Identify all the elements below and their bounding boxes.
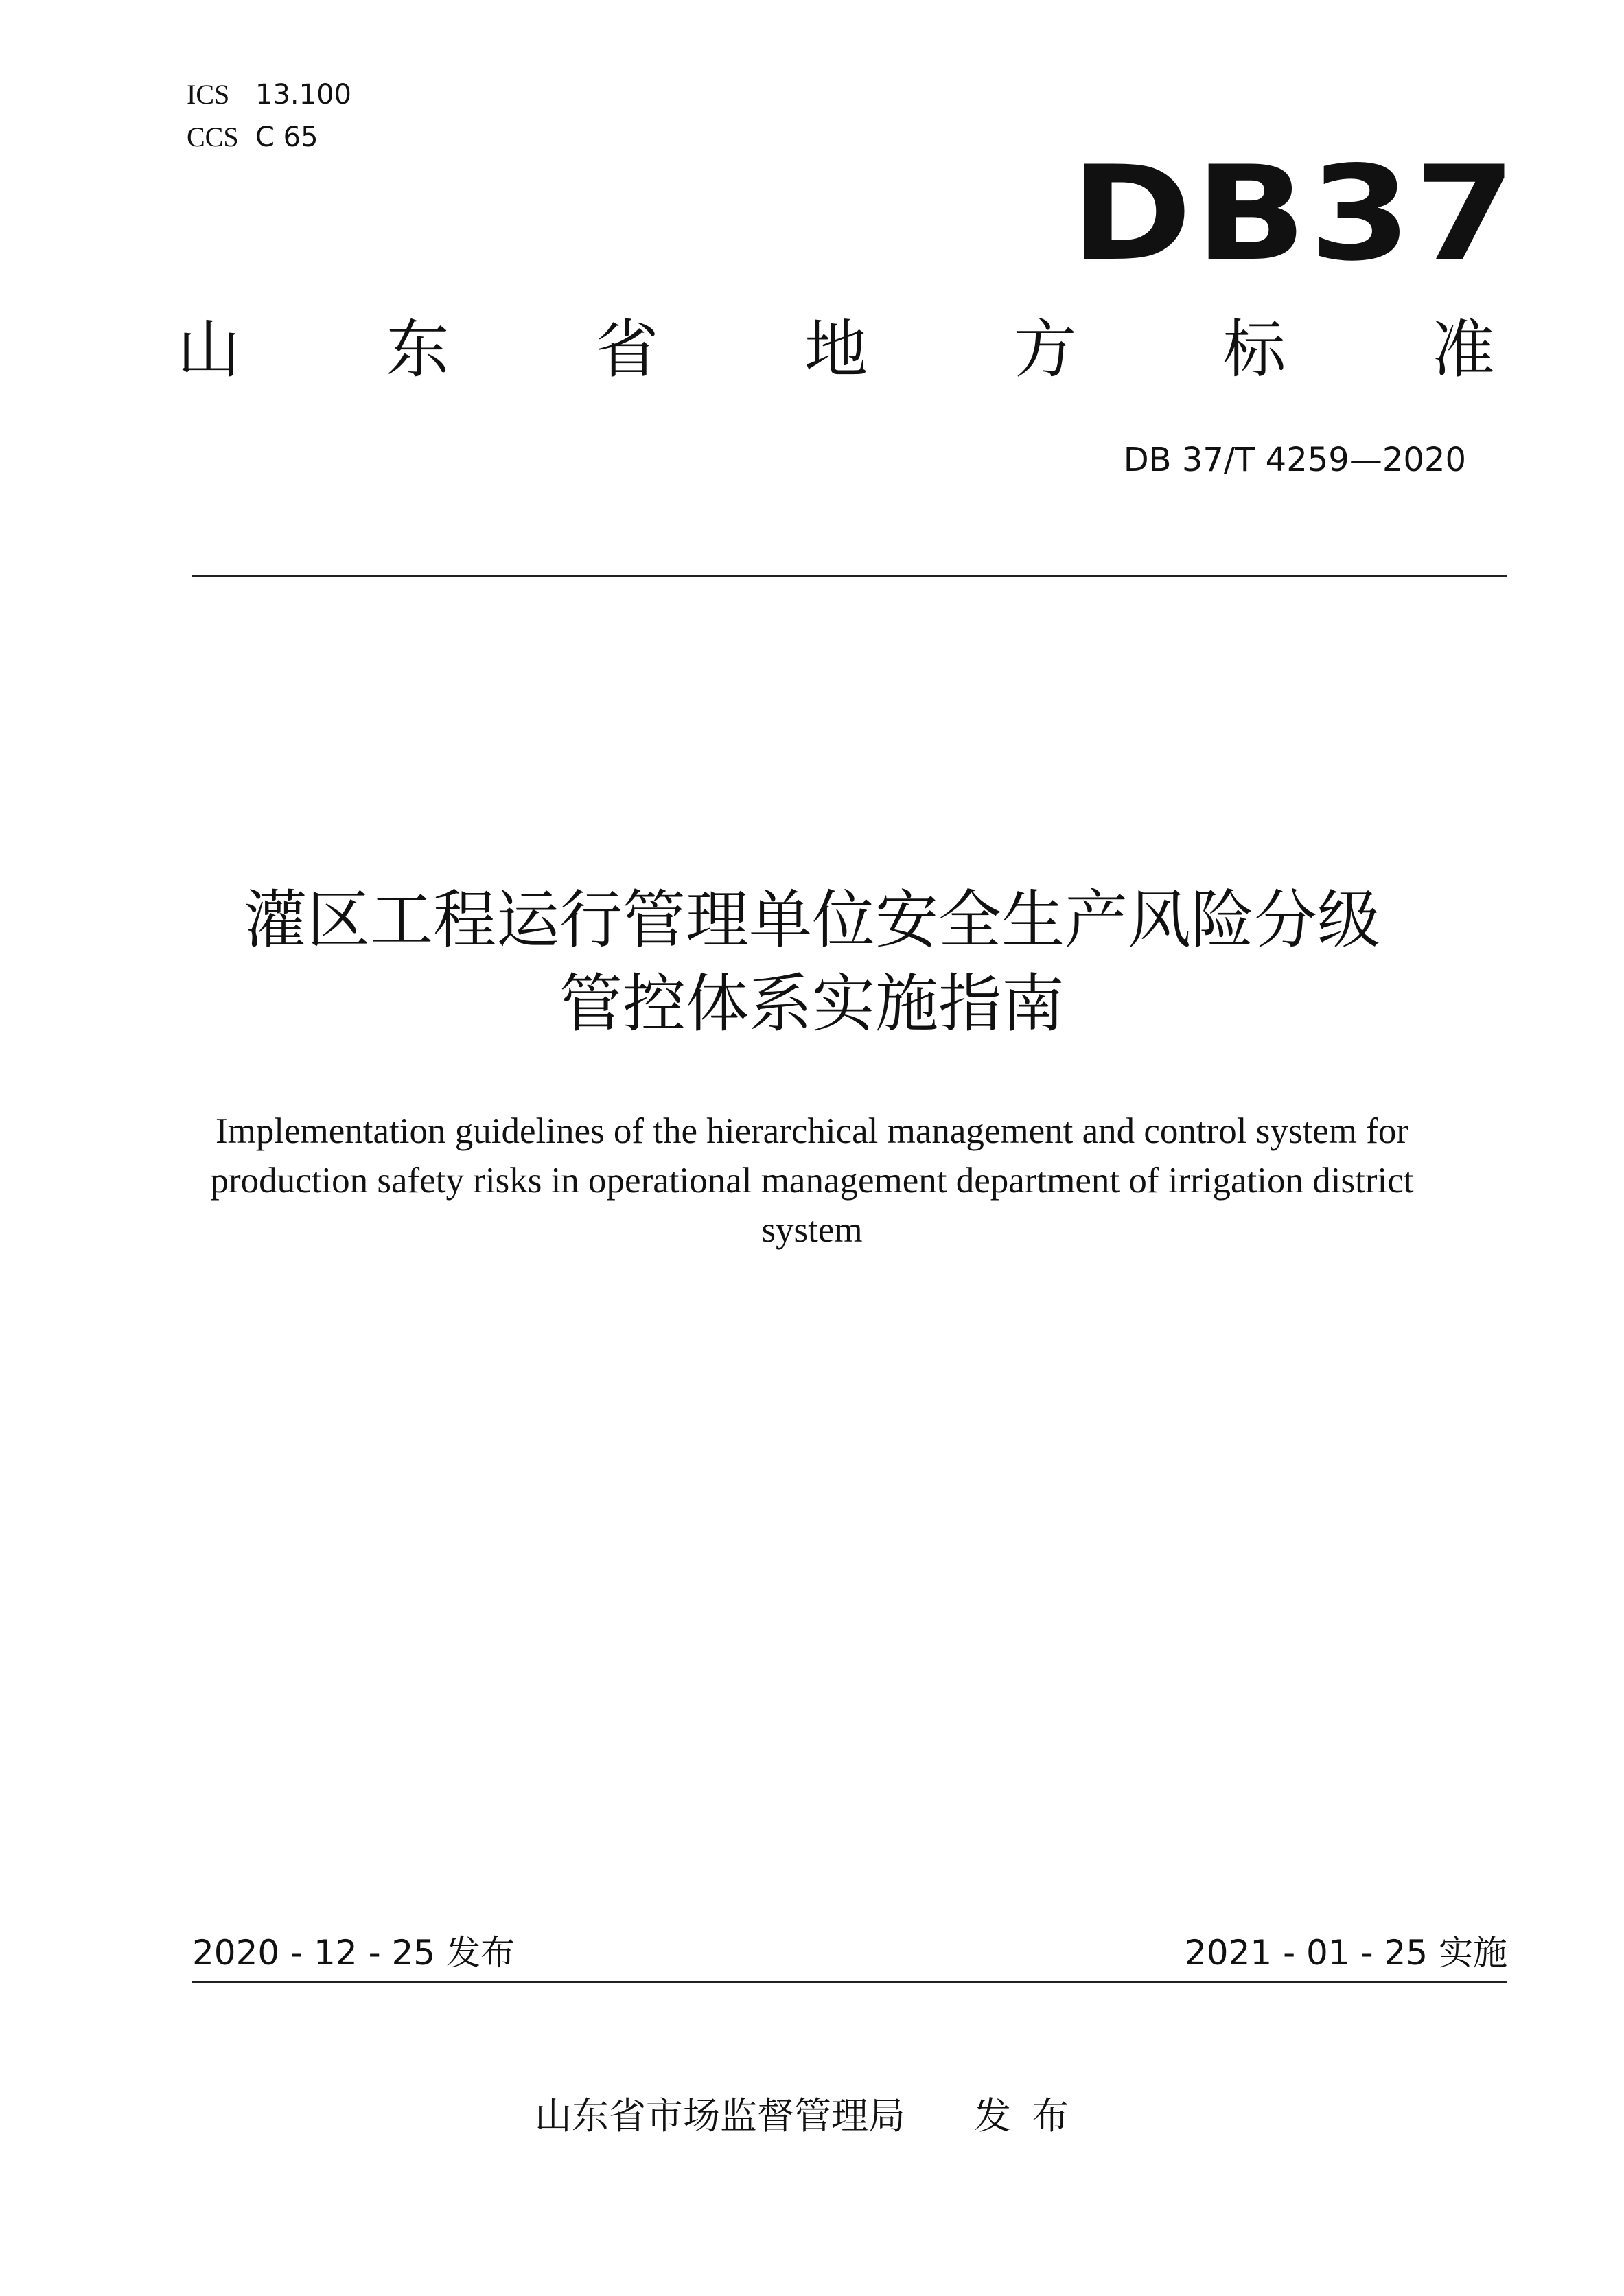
standard-category (177, 309, 1495, 391)
category-char: 省 (595, 313, 659, 386)
standard-number: DB 37/T 4259—2020 (1123, 441, 1466, 479)
ics-value: 13.100 (255, 79, 351, 111)
ics-code (187, 74, 351, 115)
category-char: 山 (177, 313, 241, 386)
category-char: 准 (1431, 313, 1495, 386)
header-divider (192, 575, 1507, 577)
publisher-action: 发布 (974, 2094, 1089, 2137)
ccs-code (187, 117, 318, 158)
ccs-label: CCS (187, 121, 239, 152)
title-english-line1: Implementation guidelines of the hierarchical management and control system for (215, 1111, 1409, 1151)
title-chinese (124, 879, 1500, 1046)
category-char: 标 (1222, 313, 1286, 386)
db37-logo: DB37 (1071, 138, 1519, 290)
issue-date: 2020 - 12 - 25 发布 (192, 1933, 515, 1973)
footer-divider (192, 1981, 1507, 1983)
ics-label: ICS (187, 79, 230, 110)
category-char: 东 (386, 313, 450, 386)
ccs-value: C 65 (255, 121, 318, 153)
publisher (0, 2092, 1624, 2140)
publisher-name: 山东省市场监督管理局 (535, 2094, 905, 2137)
title-english-line3: system (761, 1210, 863, 1250)
implementation-date: 2021 - 01 - 25 实施 (1184, 1933, 1507, 1973)
title-chinese-line1: 灌区工程运行管理单位安全生产风险分级 (243, 883, 1380, 957)
category-char: 地 (804, 313, 868, 386)
title-english (172, 1106, 1452, 1255)
title-chinese-line2: 管控体系实施指南 (559, 967, 1065, 1041)
category-char: 方 (1013, 313, 1077, 386)
title-english-line2: production safety risks in operational management department of irrigation district (210, 1161, 1414, 1201)
